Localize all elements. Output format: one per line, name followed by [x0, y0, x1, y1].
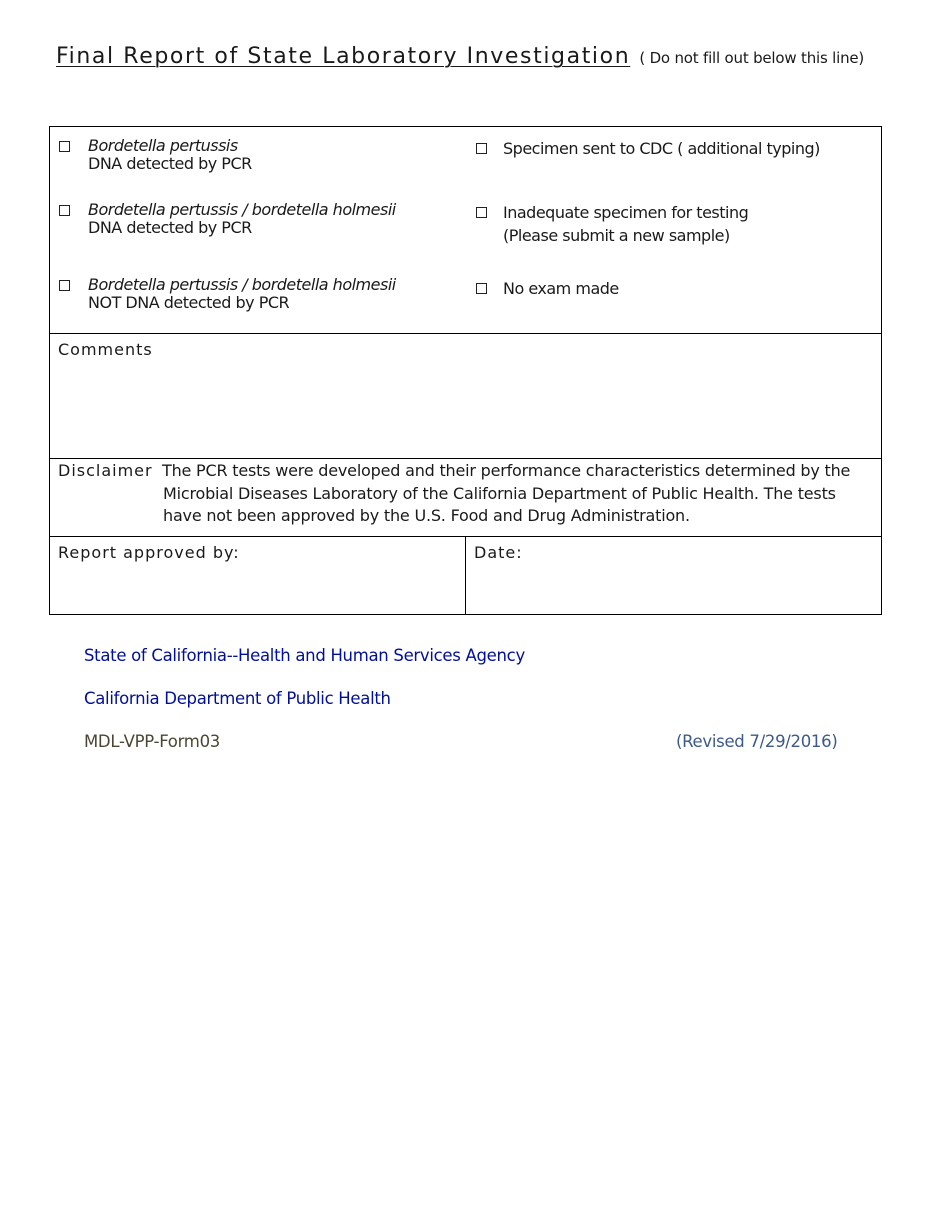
option-no-exam-made[interactable]	[475, 277, 619, 300]
checkbox[interactable]	[59, 280, 70, 291]
approved-by-field[interactable]	[50, 537, 466, 614]
approval-section	[50, 536, 881, 614]
date-field[interactable]	[466, 537, 881, 614]
result-detail: DNA detected by PCR	[88, 218, 252, 237]
option-inadequate-specimen[interactable]	[475, 201, 748, 247]
option-sublabel: (Please submit a new sample)	[503, 226, 730, 245]
comments-label: Comments	[58, 340, 153, 359]
report-header	[56, 44, 916, 69]
disclaimer-text: The PCR tests were developed and their performance characteristics determined by the Microbial Diseases Laboratory of the California Department of Public Health. The tests have not been approved by the U.S. Food and Drug Administration.	[162, 461, 851, 525]
report-title: Final Report of State Laboratory Investigation	[56, 44, 631, 69]
comments-section[interactable]	[50, 333, 881, 458]
checkbox[interactable]	[476, 207, 487, 218]
option-label: No exam made	[503, 279, 619, 298]
option-bordetella-pertussis-detected[interactable]	[58, 137, 252, 173]
department-name: California Department of Public Health	[84, 689, 391, 708]
revision-date: (Revised 7/29/2016)	[676, 732, 838, 751]
option-pertussis-holmesii-detected[interactable]	[58, 201, 396, 237]
instruction-note: ( Do not fill out below this line)	[639, 49, 865, 67]
lab-report-form	[49, 126, 882, 615]
organism-name: Bordetella pertussis / bordetella holmesii	[88, 200, 396, 219]
organism-name: Bordetella pertussis / bordetella holmesii	[88, 275, 396, 294]
disclaimer-label: Disclaimer	[58, 461, 153, 480]
result-detail: DNA detected by PCR	[88, 154, 252, 173]
option-label: Inadequate specimen for testing	[503, 203, 749, 222]
date-label: Date:	[474, 543, 523, 562]
approved-by-label: Report approved by:	[58, 543, 240, 562]
disclaimer-section	[50, 458, 881, 536]
agency-name: State of California--Health and Human Services Agency	[84, 646, 525, 665]
checkbox[interactable]	[476, 143, 487, 154]
checkbox[interactable]	[59, 205, 70, 216]
option-label: Specimen sent to CDC ( additional typing)	[503, 139, 820, 158]
option-pertussis-holmesii-not-detected[interactable]	[58, 276, 396, 312]
option-specimen-sent-cdc[interactable]	[475, 137, 820, 160]
checkbox[interactable]	[476, 283, 487, 294]
result-detail: NOT DNA detected by PCR	[88, 293, 290, 312]
results-section	[50, 127, 881, 333]
form-id: MDL-VPP-Form03	[84, 732, 220, 751]
organism-name: Bordetella pertussis	[88, 136, 238, 155]
checkbox[interactable]	[59, 141, 70, 152]
